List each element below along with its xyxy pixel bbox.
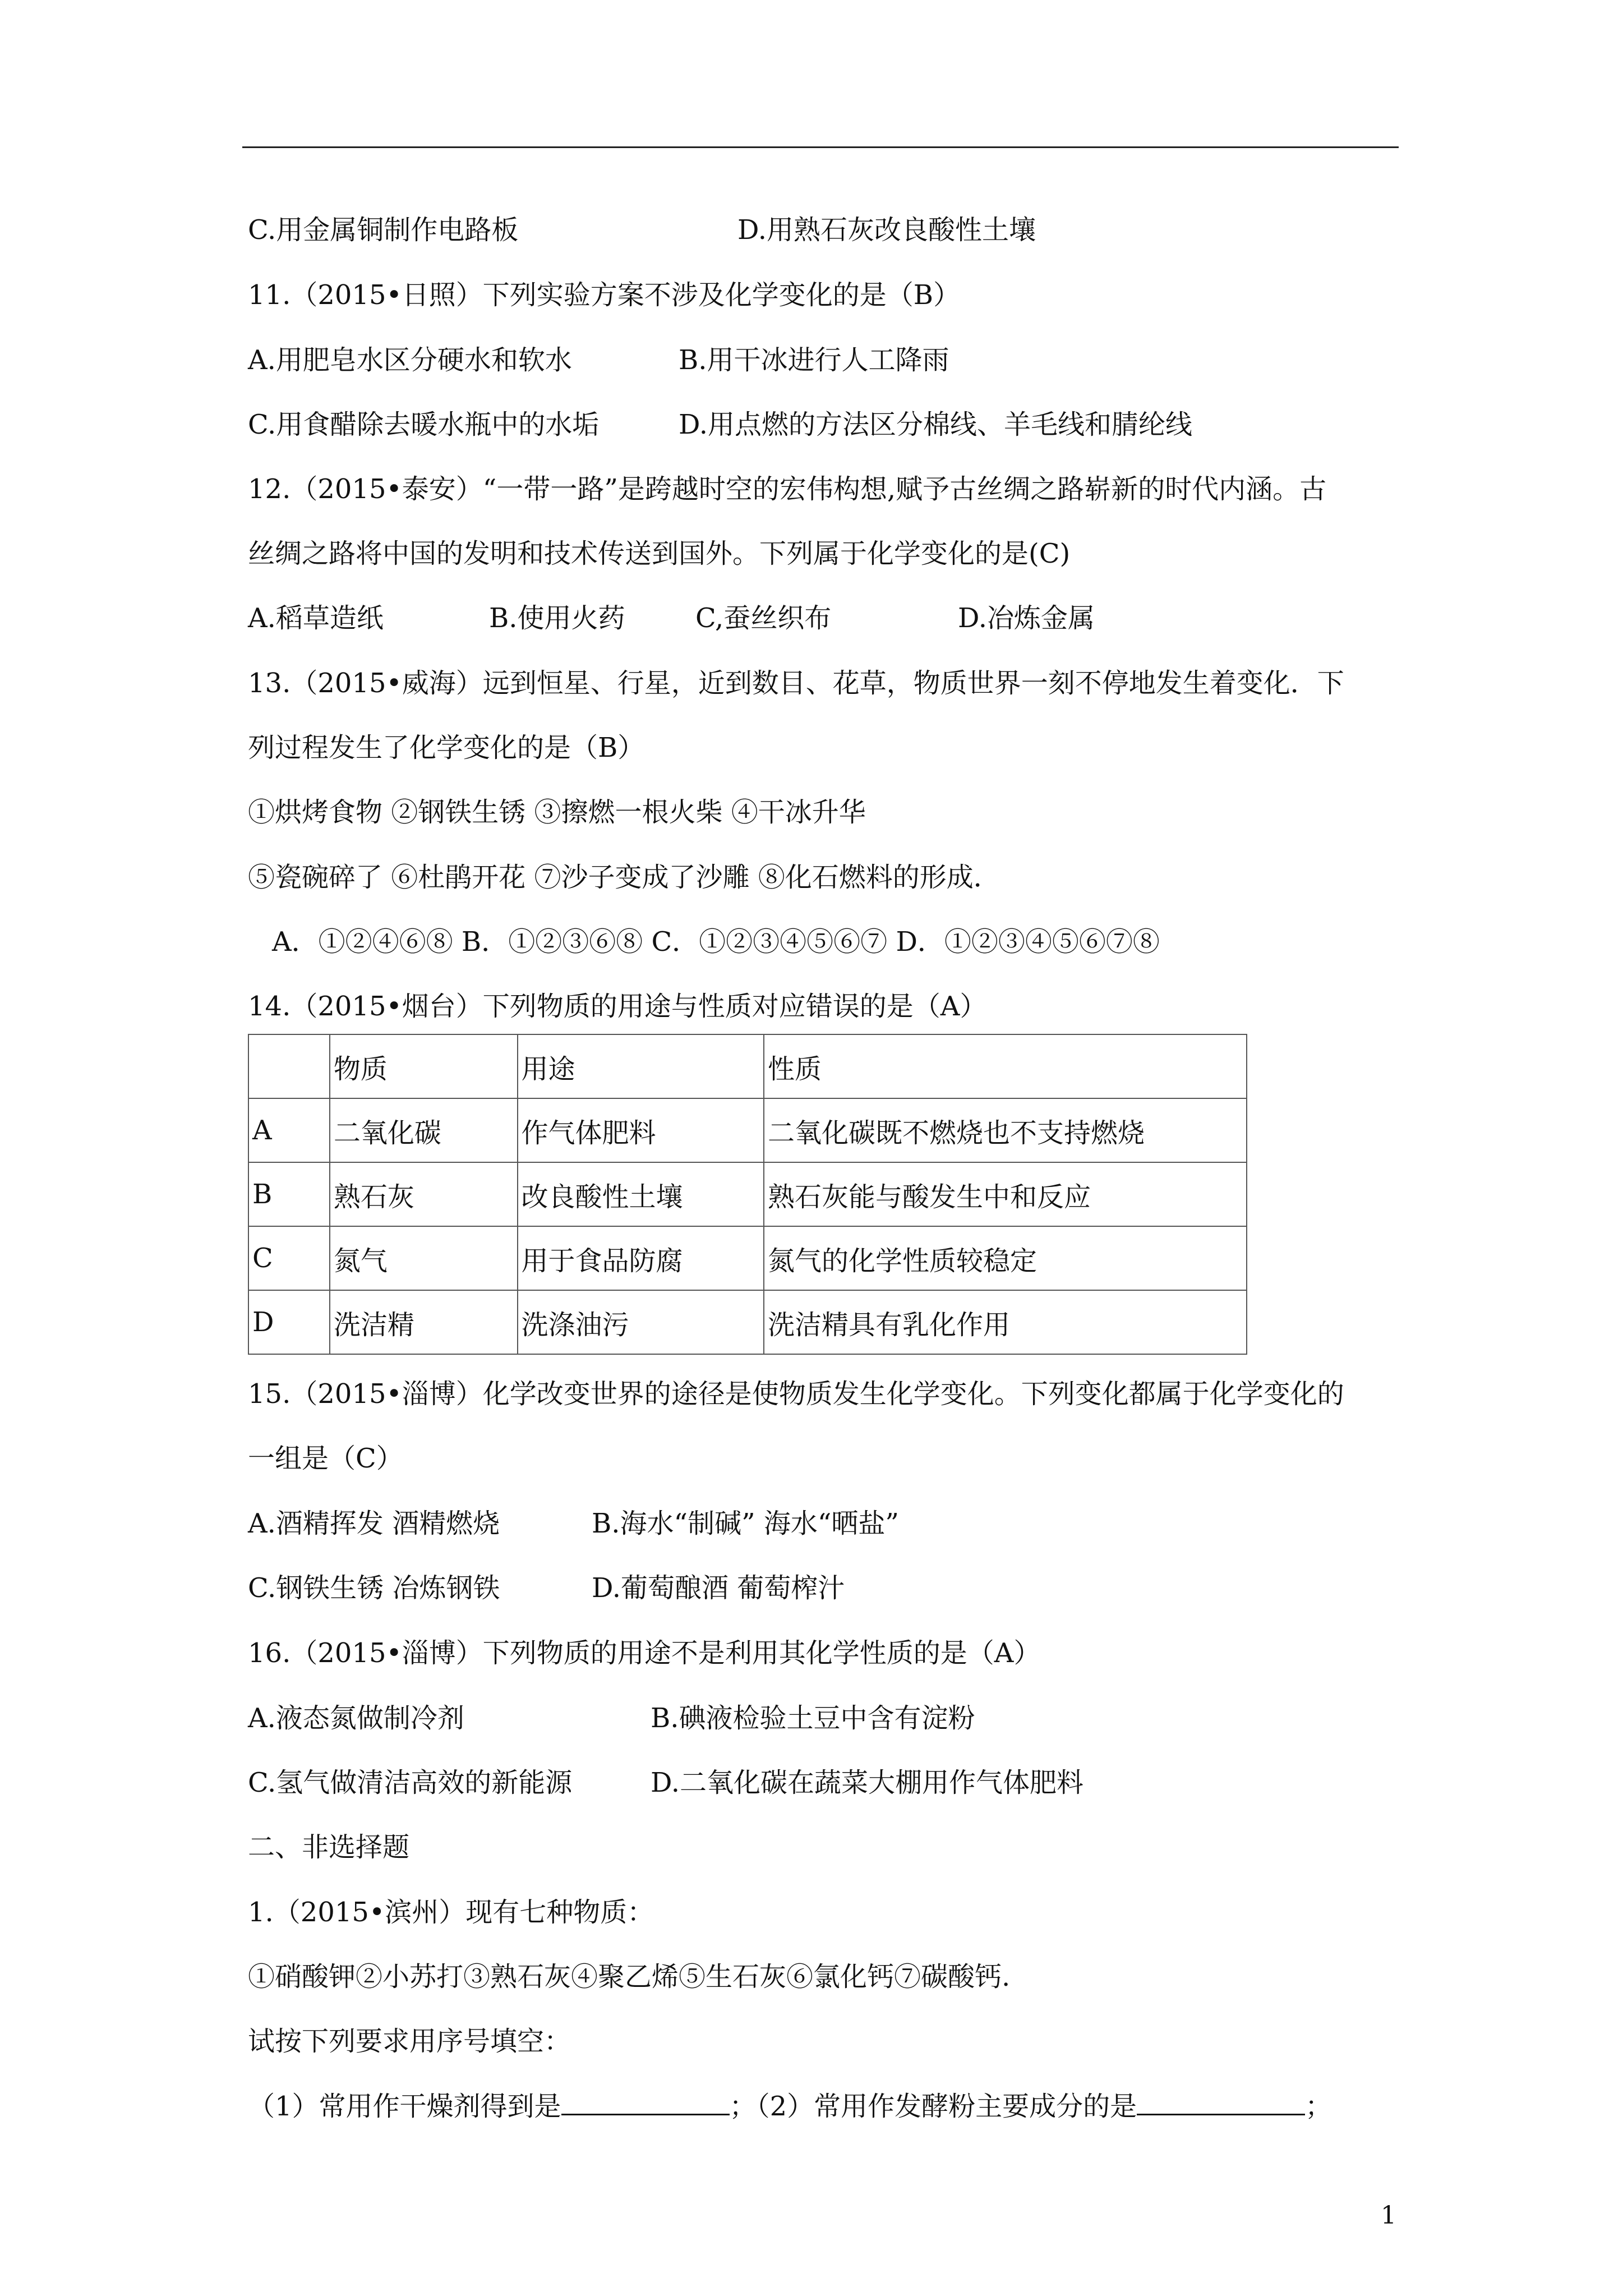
q12-option-a: A.稻草造纸 — [248, 602, 384, 634]
q15-option-c: C.钢铁生锈 冶炼钢铁 — [248, 1572, 500, 1604]
table-cell: 洗洁精具有乳化作用 — [764, 1290, 1247, 1354]
table-header-cell — [248, 1034, 330, 1098]
n1-stem: 1.（2015•滨州）现有七种物质： — [248, 1897, 654, 1928]
q13-options: A．①②④⑥⑧ B．①②③⑥⑧ C．①②③④⑤⑥⑦ D．①②③④⑤⑥⑦⑧ — [272, 926, 1160, 958]
q12-line-2: 丝绸之路将中国的发明和技术传送到国外。下列属于化学变化的是(C) — [248, 538, 1071, 569]
q12-option-c: C,蚕丝织布 — [695, 602, 832, 634]
q15-option-b: B.海水“制碱” 海水“晒盐” — [592, 1508, 899, 1539]
q16-option-d: D.二氧化碳在蔬菜大棚用作气体肥料 — [651, 1767, 1084, 1798]
table-cell: 二氧化碳 — [330, 1098, 518, 1162]
q13-items-1: ①烘烤食物 ②钢铁生锈 ③擦燃一根火柴 ④干冰升华 — [248, 797, 866, 828]
q11-stem: 11.（2015•日照）下列实验方案不涉及化学变化的是（B） — [248, 279, 961, 311]
q16-option-b: B.碘液检验土豆中含有淀粉 — [651, 1703, 975, 1734]
q13-line-1: 13.（2015•威海）远到恒星、行星，近到数目、花草，物质世界一刻不停地发生着变化．下 — [248, 668, 1344, 699]
table-header-cell: 性质 — [764, 1034, 1247, 1098]
table-cell: B — [248, 1162, 330, 1226]
table-cell: 二氧化碳既不燃烧也不支持燃烧 — [764, 1098, 1247, 1162]
table-row — [248, 1226, 1247, 1290]
q16-option-a: A.液态氮做制冷剂 — [248, 1703, 464, 1734]
n1-part-2: （2）常用作发酵粉主要成分的是 — [756, 2091, 1137, 2122]
q11-option-d: D.用点燃的方法区分棉线、羊毛线和腈纶线 — [679, 409, 1193, 440]
table-row — [248, 1290, 1247, 1354]
section-title: 二、非选择题 — [248, 1832, 410, 1863]
q12-option-d: D.冶炼金属 — [958, 602, 1095, 634]
separator: ； — [729, 2091, 757, 2122]
table-header-row — [248, 1034, 1247, 1098]
q12-option-b: B.使用火药 — [489, 602, 625, 634]
table-row — [248, 1098, 1247, 1162]
table-cell: 洗洁精 — [330, 1290, 518, 1354]
table-cell: D — [248, 1290, 330, 1354]
n1-instruction: 试按下列要求用序号填空： — [248, 2026, 571, 2057]
table-header-cell: 用途 — [518, 1034, 764, 1098]
n1-fill-line — [248, 2089, 1332, 2123]
table-row — [248, 1162, 1247, 1226]
q16-option-c: C.氢气做清洁高效的新能源 — [248, 1767, 573, 1798]
q15-option-d: D.葡萄酿酒 葡萄榨汁 — [592, 1572, 845, 1604]
q14-stem: 14.（2015•烟台）下列物质的用途与性质对应错误的是（A） — [248, 991, 987, 1022]
page-number: 1 — [1381, 2201, 1396, 2230]
line-end: ； — [1305, 2091, 1332, 2122]
q15-line-1: 15.（2015•淄博）化学改变世界的途径是使物质发生化学变化。下列变化都属于化学变化的 — [248, 1378, 1344, 1410]
table-cell: 作气体肥料 — [518, 1098, 764, 1162]
q10-option-c: C.用金属铜制作电路板 — [248, 214, 519, 246]
q13-items-2: ⑤瓷碗碎了 ⑥杜鹃开花 ⑦沙子变成了沙雕 ⑧化石燃料的形成． — [248, 862, 1000, 893]
q11-option-b: B.用干冰进行人工降雨 — [679, 344, 949, 376]
q10-option-d: D.用熟石灰改良酸性土壤 — [737, 214, 1036, 246]
q16-stem: 16.（2015•淄博）下列物质的用途不是利用其化学性质的是（A） — [248, 1637, 1041, 1669]
table-cell: 氮气 — [330, 1226, 518, 1290]
table-cell: 用于食品防腐 — [518, 1226, 764, 1290]
answer-blank-1[interactable] — [561, 2089, 730, 2115]
table-cell: A — [248, 1098, 330, 1162]
table-cell: 氮气的化学性质较稳定 — [764, 1226, 1247, 1290]
q13-line-2: 列过程发生了化学变化的是（B） — [248, 732, 645, 763]
q11-option-c: C.用食醋除去暖水瓶中的水垢 — [248, 409, 600, 440]
answer-blank-2[interactable] — [1137, 2089, 1305, 2115]
table-header-cell: 物质 — [330, 1034, 518, 1098]
q14-table — [248, 1034, 1247, 1355]
header-rule — [242, 146, 1399, 148]
table-cell: C — [248, 1226, 330, 1290]
table-cell: 熟石灰 — [330, 1162, 518, 1226]
q15-line-2: 一组是（C） — [248, 1443, 403, 1474]
table-cell: 洗涤油污 — [518, 1290, 764, 1354]
q11-option-a: A.用肥皂水区分硬水和软水 — [248, 344, 572, 376]
n1-items: ①硝酸钾②小苏打③熟石灰④聚乙烯⑤生石灰⑥氯化钙⑦碳酸钙. — [248, 1961, 1011, 1993]
table-cell: 熟石灰能与酸发生中和反应 — [764, 1162, 1247, 1226]
q12-line-1: 12.（2015•泰安）“一带一路”是跨越时空的宏伟构想,赋予古丝绸之路崭新的时代内涵。古 — [248, 473, 1327, 505]
table-cell: 改良酸性土壤 — [518, 1162, 764, 1226]
q15-option-a: A.酒精挥发 酒精燃烧 — [248, 1508, 500, 1539]
n1-part-1: （1）常用作干燥剂得到是 — [248, 2091, 561, 2122]
